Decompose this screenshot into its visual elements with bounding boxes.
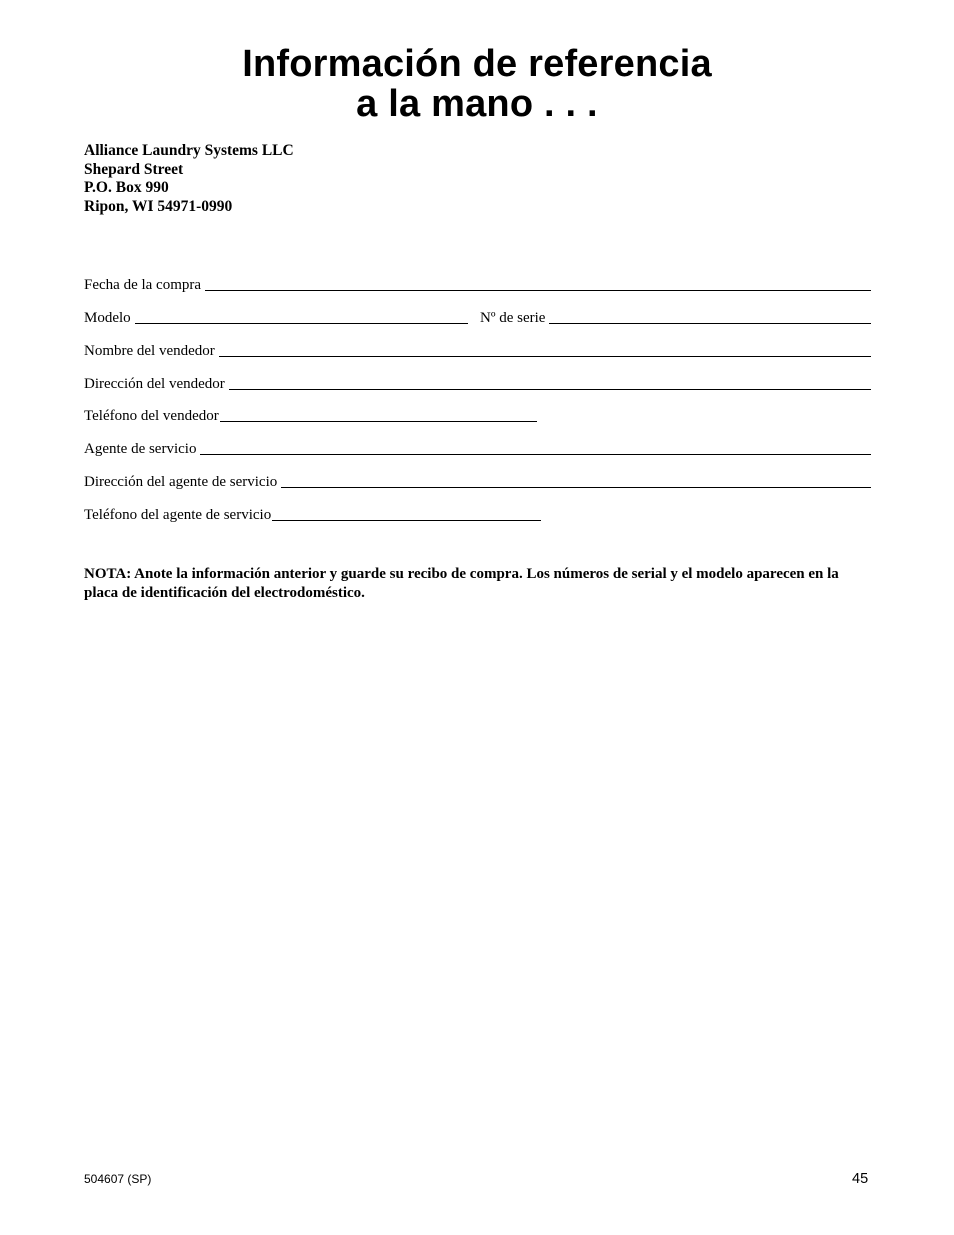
model-field[interactable] xyxy=(84,307,468,327)
fill-line[interactable] xyxy=(219,356,871,357)
title-line-1: Información de referencia xyxy=(242,43,712,85)
fill-line[interactable] xyxy=(281,487,871,488)
service-phone-field[interactable] xyxy=(84,504,541,524)
field-label: Teléfono del vendedor xyxy=(84,408,219,424)
dealer-phone-field[interactable] xyxy=(84,405,537,425)
field-label: Agente de servicio xyxy=(84,441,197,457)
fill-line[interactable] xyxy=(135,323,468,324)
field-label: Nombre del vendedor xyxy=(84,343,215,359)
field-label: Modelo xyxy=(84,310,131,326)
fill-line[interactable] xyxy=(220,421,537,422)
fill-line[interactable] xyxy=(272,520,541,521)
dealer-address-field[interactable] xyxy=(84,373,871,393)
company-address xyxy=(84,142,294,217)
po-box: P.O. Box 990 xyxy=(84,179,169,197)
title-line-2: a la mano . . . xyxy=(356,83,598,125)
field-label: Dirección del agente de servicio xyxy=(84,474,278,490)
field-label: Teléfono del agente de servicio xyxy=(84,507,272,523)
street: Shepard Street xyxy=(84,160,184,178)
purchase-date-field[interactable] xyxy=(84,274,871,294)
serial-field[interactable] xyxy=(480,307,871,327)
fill-line[interactable] xyxy=(549,323,871,324)
city: Ripon, WI 54971-0990 xyxy=(84,198,233,216)
fill-line[interactable] xyxy=(200,454,871,455)
document-number: 504607 (SP) xyxy=(84,1172,152,1186)
field-label: Nº de serie xyxy=(480,310,546,326)
field-label: Dirección del vendedor xyxy=(84,376,225,392)
field-label: Fecha de la compra xyxy=(84,277,202,293)
page-title xyxy=(0,44,954,124)
fill-line[interactable] xyxy=(205,290,871,291)
page-number: 45 xyxy=(852,1171,869,1187)
service-agent-field[interactable] xyxy=(84,438,871,458)
fill-line[interactable] xyxy=(229,389,871,390)
service-address-field[interactable] xyxy=(84,471,871,491)
dealer-name-field[interactable] xyxy=(84,340,871,360)
note-text: NOTA: Anote la información anterior y guarde su recibo de compra. Los números de serial y el modelo aparecen en la placa de identificación del electrodoméstico. xyxy=(84,566,839,601)
company-name: Alliance Laundry Systems LLC xyxy=(84,142,294,159)
